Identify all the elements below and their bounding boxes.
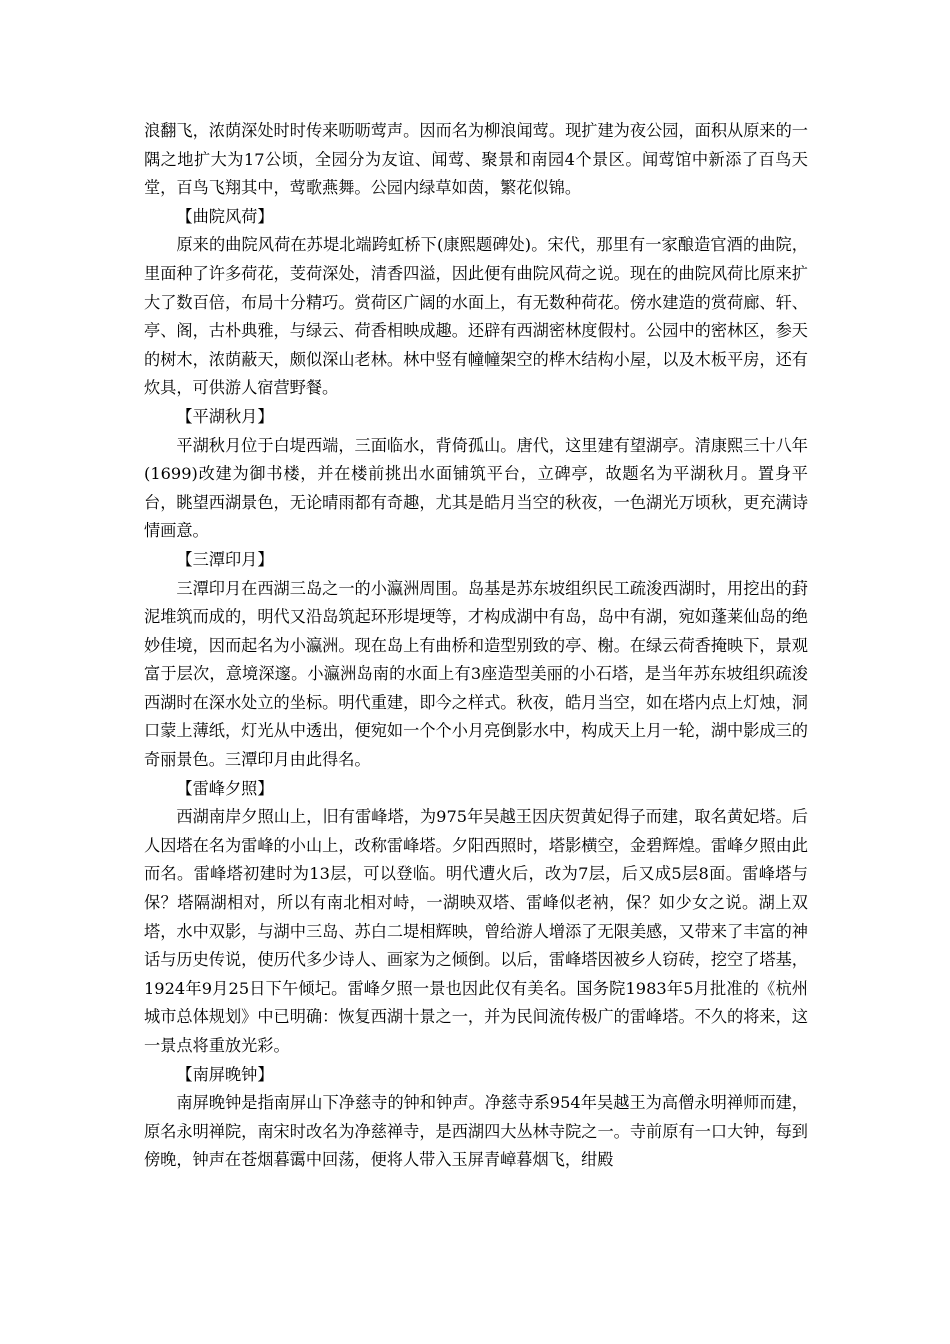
section-heading-santan: 【三潭印月】 <box>176 549 274 569</box>
section-heading-pinghu: 【平湖秋月】 <box>176 406 274 426</box>
section-heading-quyuan: 【曲院风荷】 <box>176 206 274 226</box>
document-page <box>144 117 808 1175</box>
section-body-nanping: 南屏晚钟是指南屏山下净慈寺的钟和钟声。净慈寺系954年吴越王为高僧永明禅师而建，原名永明禅院，南宋时改名为净慈禅寺，是西湖四大丛林寺院之一。寺前原有一口大钟，每到傍晚，钟声在苍烟暮霭中回荡，便将人带入玉屏青嶂暮烟飞，绀殿 <box>144 1093 808 1170</box>
intro-paragraph: 浪翻飞，浓荫深处时时传来呖呖莺声。因而名为柳浪闻莺。现扩建为夜公园，面积从原来的一隅之地扩大为17公顷，全园分为友谊、闻莺、聚景和南园4个景区。闻莺馆中新添了百鸟天堂，百鸟飞翔其中，莺歌燕舞。公园内绿草如茵，繁花似锦。 <box>144 121 808 198</box>
section-body-santan: 三潭印月在西湖三岛之一的小瀛洲周围。岛基是苏东坡组织民工疏浚西湖时，用挖出的葑泥堆筑而成的，明代又沿岛筑起环形堤埂等，才构成湖中有岛，岛中有湖，宛如蓬莱仙岛的绝妙佳境，因而起名为小瀛洲。现在岛上有曲桥和造型别致的亭、榭。在绿云荷香掩映下，景观富于层次，意境深邃。小瀛洲岛南的水面上有3座造型美丽的小石塔，是当年苏东坡组织疏浚西湖时在深水处立的坐标。明代重建，即今之样式。秋夜，皓月当空，如在塔内点上灯烛，洞口蒙上薄纸，灯光从中透出，便宛如一个个小月亮倒影水中，构成天上月一轮，湖中影成三的奇丽景色。三潭印月由此得名。 <box>144 578 808 770</box>
section-body-quyuan: 原来的曲院风荷在苏堤北端跨虹桥下(康熙题碑处)。宋代，那里有一家酿造官酒的曲院，里面种了许多荷花，芰荷深处，清香四溢，因此便有曲院风荷之说。现在的曲院风荷比原来扩大了数百倍，布局十分精巧。赏荷区广阔的水面上，有无数种荷花。傍水建造的赏荷廊、轩、亭、阁，古朴典雅，与绿云、荷香相映成趣。还辟有西湖密林度假村。公园中的密林区，参天的树木，浓荫蔽天，颇似深山老林。林中竖有幢幢架空的桦木结构小屋，以及木板平房，还有炊具，可供游人宿营野餐。 <box>144 235 808 398</box>
section-heading-nanping: 【南屏晚钟】 <box>176 1064 274 1084</box>
section-body-pinghu: 平湖秋月位于白堤西端，三面临水，背倚孤山。唐代，这里建有望湖亭。清康熙三十八年(1699)改建为御书楼，并在楼前挑出水面铺筑平台，立碑亭，故题名为平湖秋月。置身平台，眺望西湖景色，无论晴雨都有奇趣，尤其是皓月当空的秋夜，一色湖光万顷秋，更充满诗情画意。 <box>144 435 808 541</box>
section-heading-leifeng: 【雷峰夕照】 <box>176 778 274 798</box>
section-body-leifeng: 西湖南岸夕照山上，旧有雷峰塔，为975年吴越王因庆贺黄妃得子而建，取名黄妃塔。后人因塔在名为雷峰的小山上，改称雷峰塔。夕阳西照时，塔影横空，金碧辉煌。雷峰夕照由此而名。雷峰塔初建时为13层，可以登临。明代遭火后，改为7层，后又成5层8面。雷峰塔与保？塔隔湖相对，所以有南北相对峙，一湖映双塔、雷峰似老衲，保？如少女之说。湖上双塔，水中双影，与湖中三岛、苏白二堤相辉映，曾给游人增添了无限美感，又带来了丰富的神话与历史传说，使历代多少诗人、画家为之倾倒。以后，雷峰塔因被乡人窃砖，挖空了塔基，1924年9月25日下午倾圮。雷峰夕照一景也因此仅有美名。国务院1983年5月批准的《杭州城市总体规划》中已明确：恢复西湖十景之一，并为民间流传极广的雷峰塔。不久的将来，这一景点将重放光彩。 <box>144 807 808 1055</box>
